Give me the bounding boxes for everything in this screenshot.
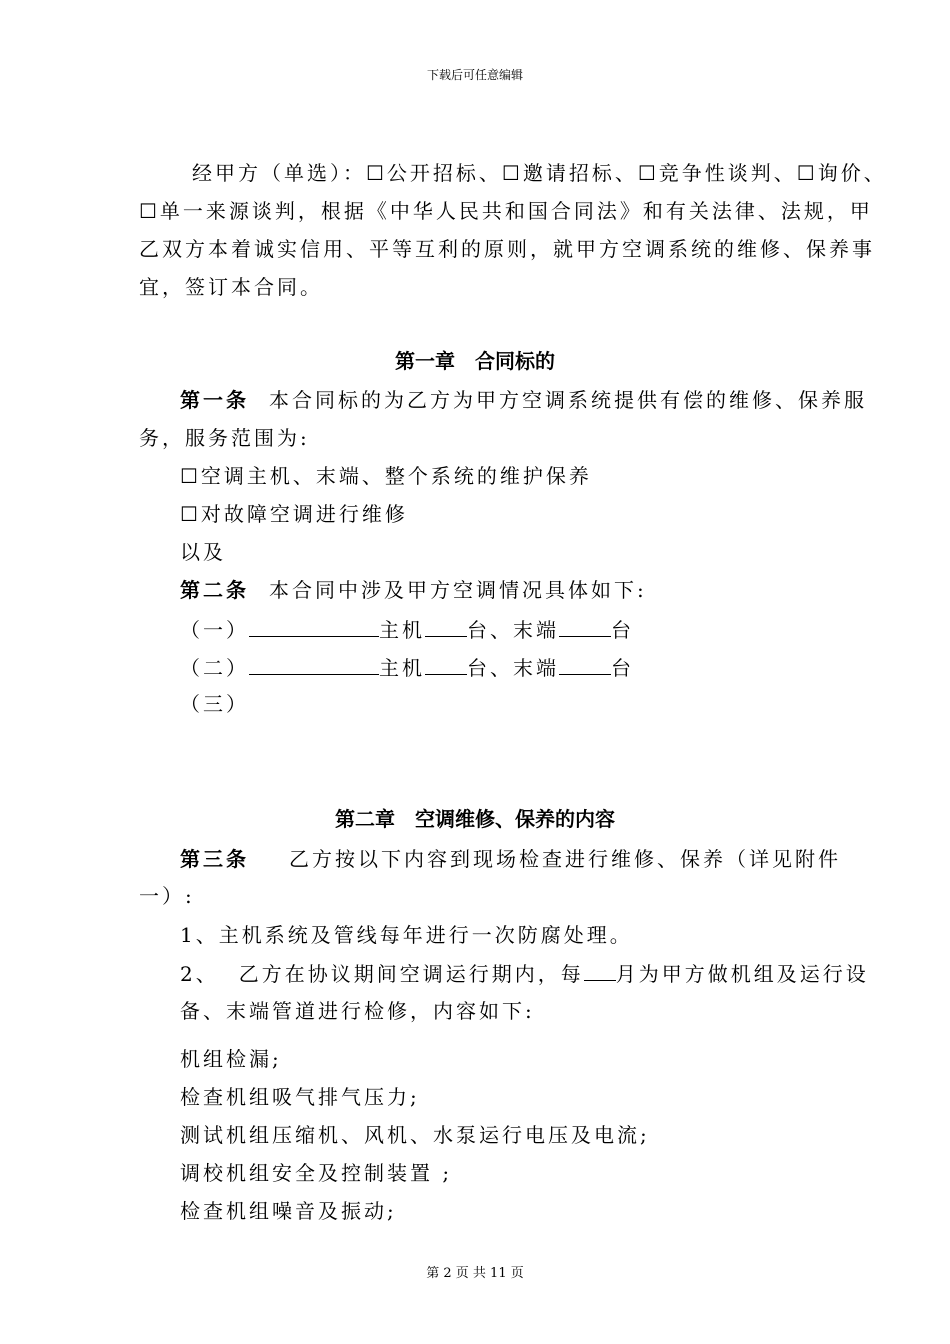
chapter-1-heading: [0, 348, 950, 374]
intro-line-2: ☐单一来源谈判，根据《中华人民共和国合同法》和有关法律、法规，甲: [139, 199, 873, 223]
article-1-extra: 以及: [180, 540, 226, 564]
article-1-option-1: ☐空调主机、末端、整个系统的维护保养: [180, 464, 592, 488]
equipment-row-number: （二）: [180, 656, 249, 680]
maintenance-item-2-text-b: 月为甲方做机组及运行设: [615, 962, 869, 986]
check-item: 机组检漏;: [180, 1047, 282, 1071]
intro-line-1: 经甲方（单选）：☐公开招标、☐邀请招标、☐竞争性谈判、☐询价、: [192, 161, 887, 185]
article-3: [180, 846, 841, 872]
blank-field: [425, 616, 467, 637]
chapter-1-number: 第一章: [395, 349, 455, 373]
host-label: 主机: [379, 618, 425, 642]
blank-field: [559, 616, 611, 637]
chapter-2-title: 空调维修、保养的内容: [415, 807, 615, 831]
check-item: 测试机组压缩机、风机、水泵运行电压及电流;: [180, 1123, 650, 1147]
terminal-label: 台、末端: [467, 656, 559, 680]
article-2-text: 本合同中涉及甲方空调情况具体如下:: [269, 578, 647, 602]
equipment-row-3: （三）: [180, 692, 249, 716]
blank-field: [249, 616, 379, 637]
article-2-label: 第二条: [180, 578, 249, 602]
maintenance-item-1: 1、主机系统及管线每年进行一次防腐处理。: [180, 923, 633, 947]
check-item: 调校机组安全及控制装置 ;: [180, 1161, 453, 1185]
article-3-cont: 一）:: [139, 884, 195, 908]
blank-field: [425, 654, 467, 675]
maintenance-item-2: [180, 960, 869, 987]
unit-label: 台: [611, 656, 634, 680]
equipment-row-number: （一）: [180, 618, 249, 642]
check-item: 检查机组吸气排气压力;: [180, 1085, 420, 1109]
page-header-note: 下载后可任意编辑: [426, 68, 523, 82]
host-label: 主机: [379, 656, 425, 680]
article-1-label: 第一条: [180, 388, 249, 412]
blank-field: [584, 960, 616, 981]
intro-line-4: 宜，签订本合同。: [139, 275, 323, 299]
article-1-cont: 务，服务范围为:: [139, 426, 310, 450]
article-3-text: 乙方按以下内容到现场检查进行维修、保养（详见附件: [289, 847, 841, 871]
chapter-1-title: 合同标的: [475, 349, 555, 373]
article-3-label: 第三条: [180, 847, 249, 871]
blank-field: [249, 654, 379, 675]
page-number: 第 2 页 共 11 页: [426, 1266, 524, 1281]
article-1-text: 本合同标的为乙方为甲方空调系统提供有偿的维修、保养服: [269, 388, 867, 412]
equipment-row-1: [180, 616, 634, 643]
intro-line-3: 乙双方本着诚实信用、平等互利的原则，就甲方空调系统的维修、保养事: [139, 237, 875, 261]
maintenance-item-2-text-a: 乙方在协议期间空调运行期内，每: [238, 962, 584, 986]
article-1: [180, 387, 867, 413]
chapter-2-heading: [0, 806, 950, 832]
terminal-label: 台、末端: [467, 618, 559, 642]
maintenance-item-2-number: 2、: [180, 962, 219, 986]
article-2: [180, 577, 647, 603]
equipment-row-2: [180, 654, 634, 681]
check-item: 检查机组噪音及振动;: [180, 1199, 397, 1223]
unit-label: 台: [611, 618, 634, 642]
chapter-2-number: 第二章: [335, 807, 395, 831]
article-1-option-2: ☐对故障空调进行维修: [180, 502, 408, 526]
maintenance-item-2-cont: 备、末端管道进行检修，内容如下:: [180, 999, 535, 1023]
blank-field: [559, 654, 611, 675]
